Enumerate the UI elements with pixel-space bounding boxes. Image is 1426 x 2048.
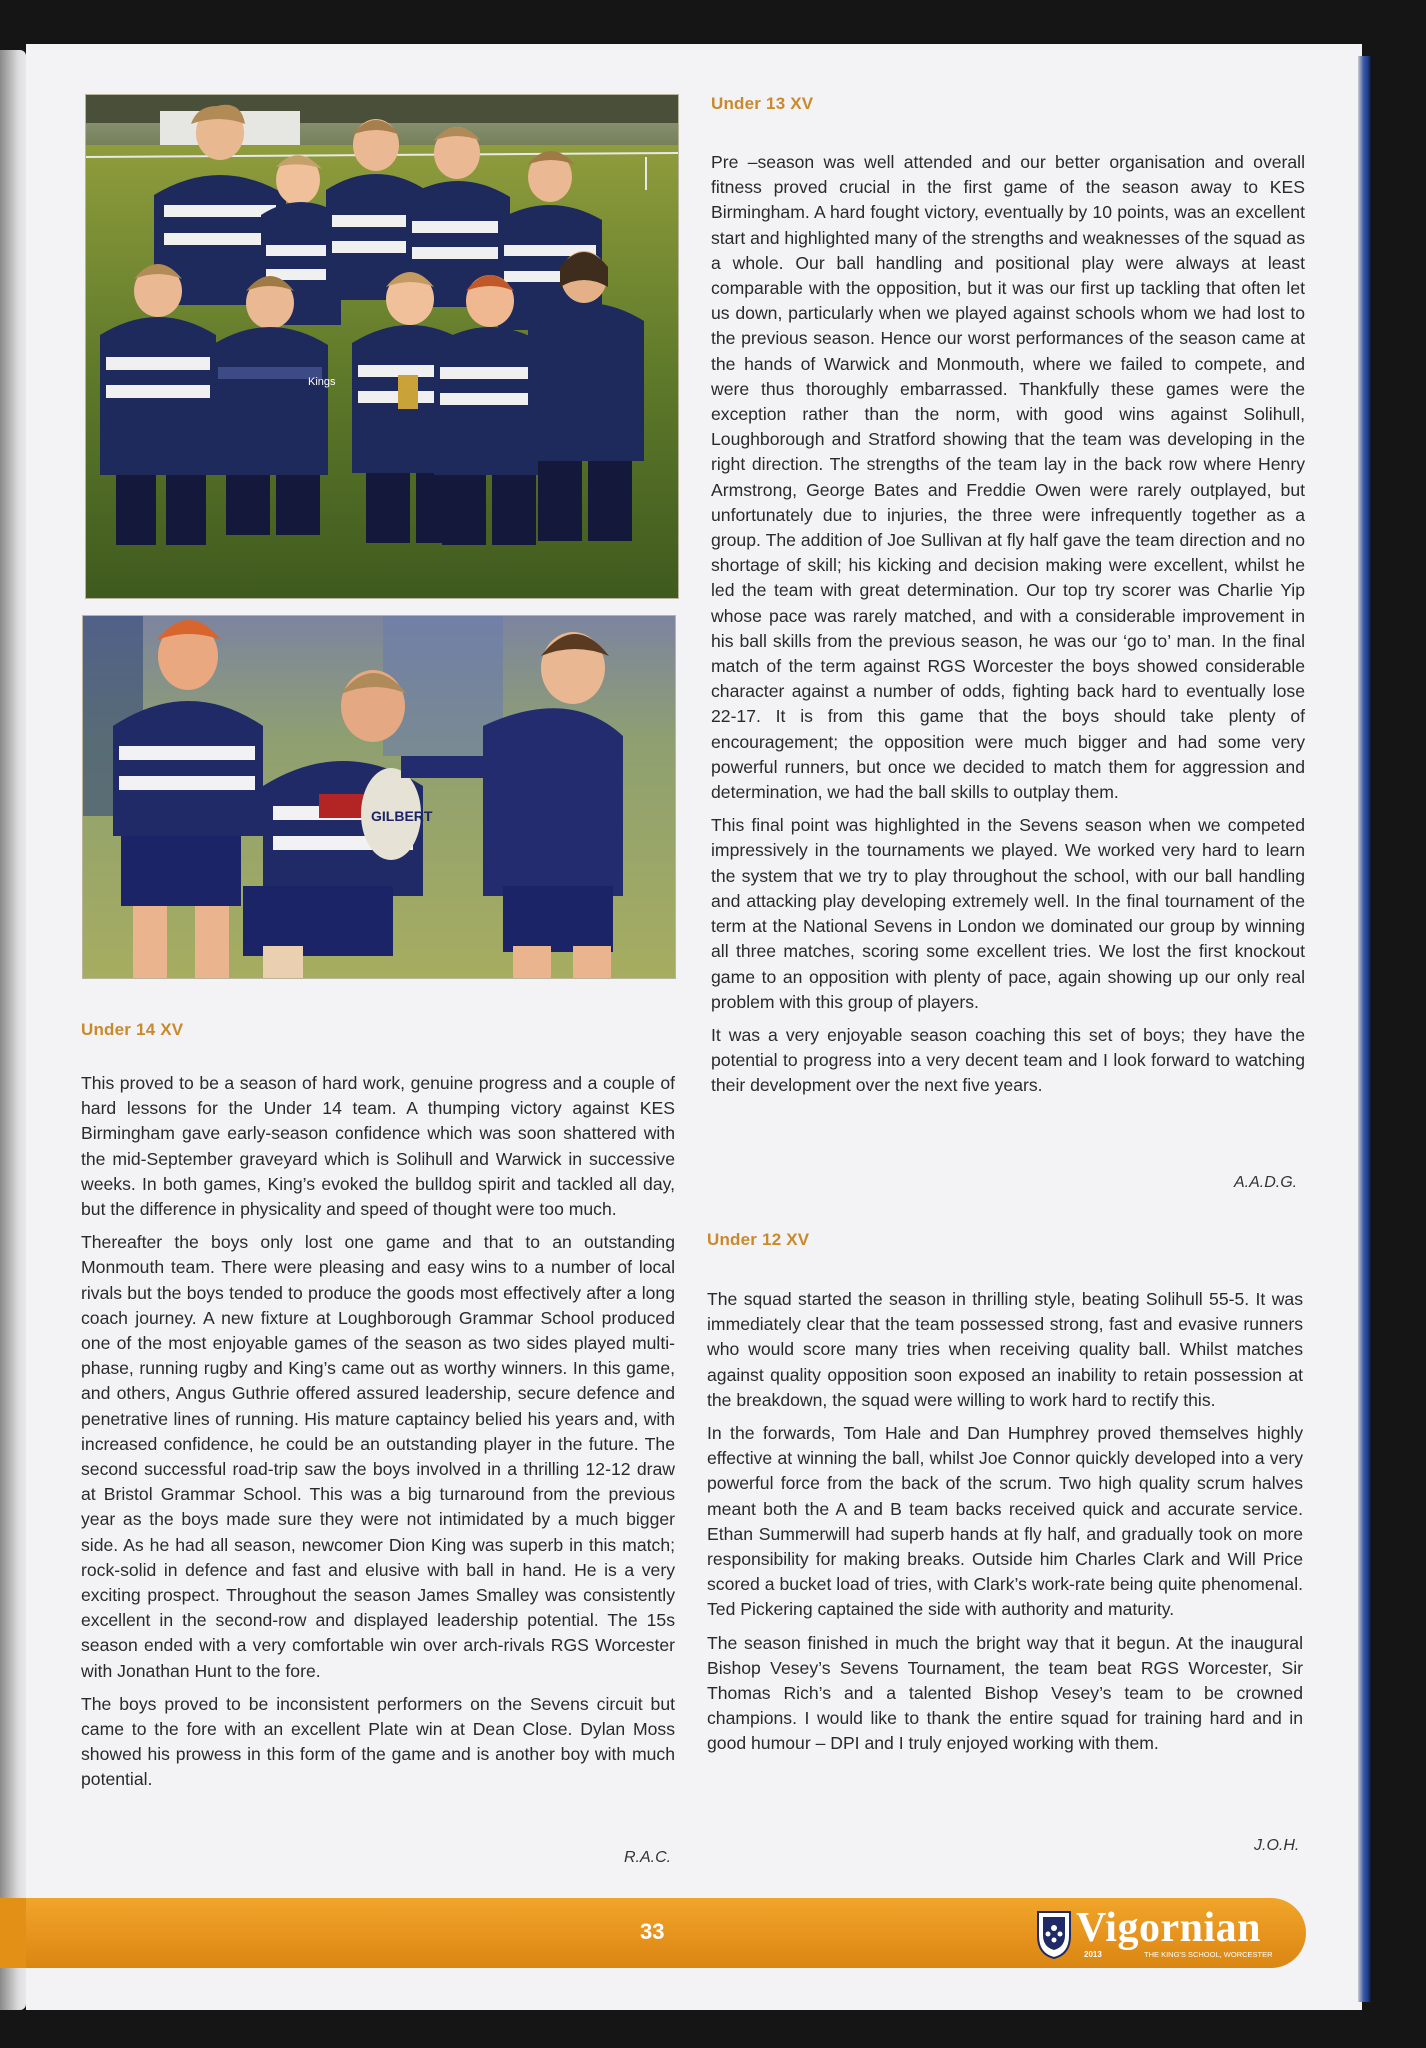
school-crest-icon [1036, 1908, 1072, 1960]
under14-signature: R.A.C. [624, 1849, 672, 1866]
page-number: 33 [640, 1919, 665, 1944]
under12-heading: Under 12 XV [707, 1230, 810, 1249]
under14-body [81, 1071, 675, 1801]
under14-paragraph: Thereafter the boys only lost one game and that to an outstanding Monmouth team. There were pleasing and easy wins to a number of local rivals but the boys tended to produce the goods most effectively after a long coach journey. A new fixture at Loughborough Grammar School produced one of the most enjoyable games of the season as two sides played multi-phase, running rugby and King’s came out as worthy winners. In this game, and others, Angus Guthrie offered assured leadership, secure defence and penetrative lines of running. His mature captaincy belied his years and, with increased confidence, he could be an outstanding player in the future. The second successful road-trip saw the boys involved in a thrilling 12-12 draw at Bristol Grammar School. This was a big turnaround from the previous year as the boys made sure they were not intimidated by a much bigger side. As he had all season, newcomer Dion King was superb in this match; rock-solid in defence and fast and elusive with ball in hand. He is a very exciting prospect. Throughout the season James Smalley was consistently excellent in the second-row and displayed leadership potential. The 15s season ended with a very comfortable win over arch-rivals RGS Worcester with Jonathan Hunt to the fore. [81, 1232, 675, 1681]
under12-signature: J.O.H. [1254, 1837, 1300, 1854]
under14-paragraph: The boys proved to be inconsistent performers on the Sevens circuit but came to the fore with an excellent Plate win at Dean Close. Dylan Moss showed his prowess in this form of the game and is another boy with much potential. [81, 1693, 675, 1790]
team-photo-illustration [86, 95, 678, 598]
match-photo-illustration [83, 616, 675, 978]
team-photo [85, 94, 679, 599]
match-photo [82, 615, 676, 979]
under13-signature: A.A.D.G. [1234, 1174, 1298, 1191]
logo-subtitle: THE KING'S SCHOOL, WORCESTER [1144, 1950, 1273, 1959]
under13-heading: Under 13 XV [711, 94, 814, 113]
under14-paragraph: This proved to be a season of hard work, genuine progress and a couple of hard lessons for the Under 14 team. A thumping victory against KES Birmingham gave early-season confidence which was soon shattered with the mid-September graveyard which is Solihull and Warwick in successive weeks. In both games, King’s evoked the bulldog spirit and tackled all day, but the difference in physicality and speed of thought were too much. [81, 1073, 675, 1220]
under14-heading: Under 14 XV [81, 1020, 184, 1039]
footer-bar-stub [0, 1898, 26, 1968]
logo-year: 2013 [1084, 1950, 1102, 1959]
ball-brand-text: GILBERT [371, 808, 433, 824]
vigornian-logo [1036, 1900, 1286, 1966]
left-page-edge [0, 50, 26, 2010]
under12-paragraph: The squad started the season in thrilling style, beating Solihull 55-5. It was immediately clear that the team possessed strong, fast and evasive runners who would score many tries when receiving quality ball. Whilst matches against quality opposition soon exposed an inability to retain possession at the breakdown, the squad were willing to work hard to rectify this. [707, 1289, 1303, 1410]
under12-paragraph: The season finished in much the bright way that it begun. At the inaugural Bishop Vesey’s Sevens Tournament, the team beat RGS Worcester, Sir Thomas Rich’s and a talented Bishop Vesey’s team to be crowned champions. I would like to thank the entire squad for training hard and in good humour – DPI and I truly enjoyed working with them. [707, 1632, 1303, 1754]
logo-wordmark: Vigornian [1076, 1905, 1261, 1951]
under12-body [707, 1287, 1303, 1765]
under13-paragraph: This final point was highlighted in the Sevens season when we competed impressively in the tournaments we played. We worked very hard to learn the system that we try to play throughout the school, with our ball handling and attacking play developing extremely well. In the final tournament of the term at the National Sevens in London we dominated our group by winning all three matches, scoring some excellent tries. We lost the first knockout game to an opposition with plenty of pace, again showing up our only real problem with this group of players. [711, 815, 1305, 1012]
shirt-sponsor-text: Kings [308, 376, 336, 388]
under13-paragraph: It was a very enjoyable season coaching this set of boys; they have the potential to progress into a very decent team and I look forward to watching their development over the next five years. [711, 1024, 1305, 1096]
page-edge-right [1358, 56, 1372, 2002]
under13-paragraph: Pre –season was well attended and our better organisation and overall fitness proved crucial in the first game of the season away to KES Birmingham. A hard fought victory, eventually by 10 points, was an excellent start and highlighted many of the strengths and weaknesses of the squad as a whole. Our ball handling and positional play were always at least comparable with the opposition, but it was our first up tackling that often let us down, particularly when we played against schools whom we had lost to the previous season. Hence our worst performances of the season came at the hands of Warwick and Monmouth, where we failed to compete, and were thus thoroughly embarrassed. Thankfully these games were the exception rather than the norm, with good wins against Solihull, Loughborough and Stratford showing that the team was developing in the right direction. The strengths of the team lay in the back row where Henry Armstrong, George Bates and Freddie Owen were rarely outplayed, but unfortunately due to injuries, the three were infrequently together as a group. The addition of Joe Sullivan at fly half gave the team direction and no shortage of skill; his kicking and decision making were excellent, whilst he led the team with great determination. Our top try scorer was Charlie Yip whose pace was rarely matched, and with a considerable improvement in his ball skills from the previous season, he was our ‘go to’ man. In the final match of the term against RGS Worcester the boys showed considerable character against a number of odds, fighting back hard to eventually lose 22-17. It is from this game that the boys should take plenty of encouragement; the opposition were much bigger and had some very powerful runners, but once we decided to match them for aggression and determination, we had the ball skills to outplay them. [711, 152, 1305, 803]
under13-body [711, 150, 1305, 1107]
under12-paragraph: In the forwards, Tom Hale and Dan Humphrey proved themselves highly effective at winning the ball, whilst Joe Connor quickly developed into a very powerful force from the back of the scrum. Two high quality scrum halves meant both the A and B team backs received quick and accurate service. Ethan Summerwill had superb hands at fly half, and gradually took on more responsibility for making breaks. Outside him Charles Clark and Will Price scored a bucket load of tries, with Clark’s work-rate being quite phenomenal. Ted Pickering captained the side with authority and maturity. [707, 1423, 1303, 1620]
